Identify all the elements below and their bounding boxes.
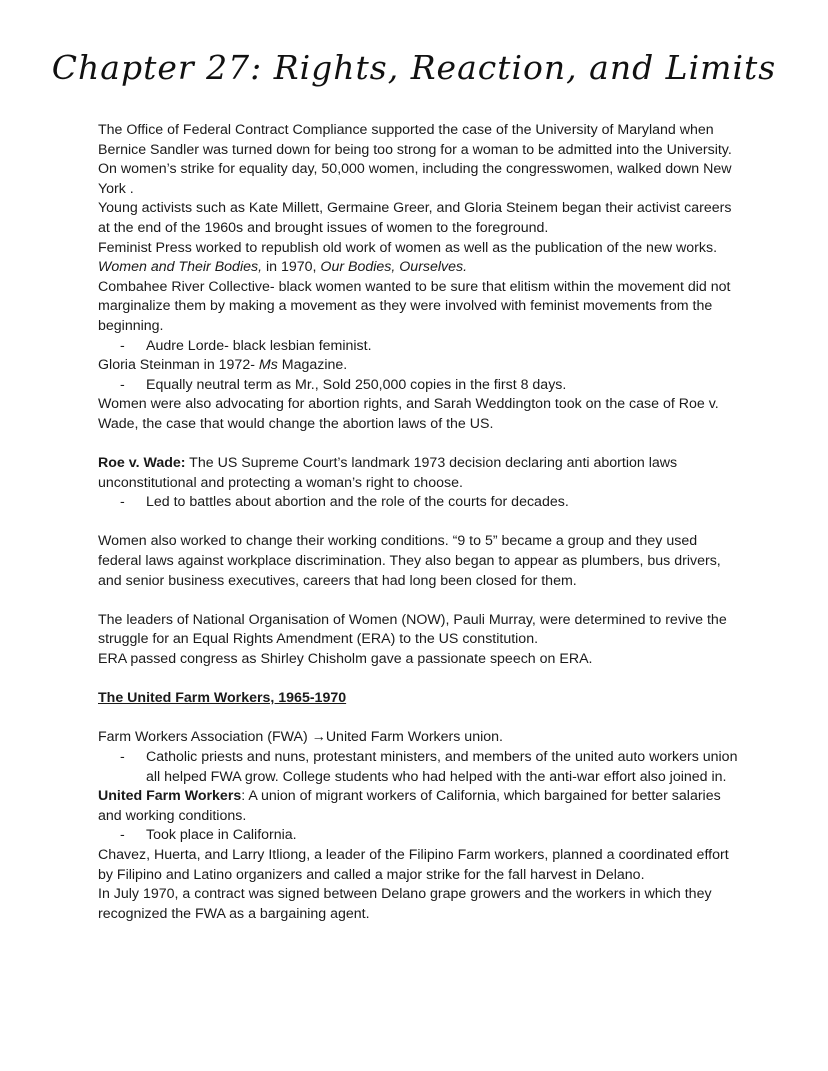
ufw-term: United Farm Workers [98,788,242,805]
paragraph-working-conditions: Women also worked to change their working conditions. “9 to 5” became a group and they used federal laws against workplace discrimination. They also began to appear as plumbers, bus drivers, and senior business executives, careers that had long been closed for them. [98,533,721,589]
spacer [98,513,738,533]
bullet-text: Led to battles about abortion and the role of the courts for decades. [146,494,569,511]
paragraph-combahee: Combahee River Collective- black women wanted to be sure that elitism within the movement did not marginalize them by making a movement as they were involved with feminist movements from the beginning. [98,278,731,334]
ufw-definition: : A union of migrant workers of California, which bargained for better salaries and working conditions. [98,788,721,824]
bullet-california [98,826,738,846]
section-heading-ufw: The United Farm Workers, 1965-1970 [98,690,347,707]
bullet-text: Audre Lorde- black lesbian feminist. [146,337,372,354]
paragraph-delano-strike: Chavez, Huerta, and Larry Itliong, a leader of the Filipino Farm workers, planned a coordinated effort by Filipino and Latino organizers and called a major strike for the fall harvest in Delano. [98,846,729,883]
bullet-fwa-growth [98,748,738,787]
spacer [98,435,738,455]
paragraph-roe-v-wade [98,454,738,493]
bullet-text: Took place in California. [146,827,297,844]
spacer [98,591,738,611]
ms-end: Magazine. [277,357,348,374]
spacer [98,709,738,729]
spacer [98,670,738,690]
book-title-1: Women and Their Bodies, [98,259,263,276]
bullet-dash: - [120,749,125,765]
book-title-2: Our Bodies, Ourselves. [320,259,468,276]
ms-text: Gloria Steinman in 1972- [98,357,259,374]
paragraph-fwa: Farm Workers Association (FWA) →United Farm Workers union. [98,729,503,746]
paragraph-ofcc: The Office of Federal Contract Compliance supported the case of the University of Maryland when Bernice Sandler was turned down for being too strong for a woman to be admitted into the University. On women’s strike for equality day, 50,000 women, including the congresswomen, walked down New York . [98,122,732,197]
paragraph-ufw-definition [98,787,738,826]
bullet-text: Equally neutral term as Mr., Sold 250,000 copies in the first 8 days. [146,376,567,393]
roe-definition: The US Supreme Court’s landmark 1973 decision declaring anti abortion laws unconstitutional and protecting a woman’s right to choose. [98,455,678,491]
paragraph-young-activists: Young activists such as Kate Millett, Germaine Greer, and Gloria Steinem began their activist careers at the end of the 1960s and brought issues of women to the foreground. [98,200,732,236]
feminist-press-mid: in 1970, [262,259,321,276]
ms-title: Ms [258,357,278,374]
bullet-dash: - [120,337,125,354]
bullet-ms-sales [98,376,738,396]
bullet-dash: - [120,494,125,511]
paragraph-ms-magazine [98,356,738,376]
document-body [98,121,738,924]
paragraph-now-leaders: The leaders of National Organisation of Women (NOW), Pauli Murray, were determined to revive the struggle for an Equal Rights Amendment (ERA) to the US constitution. [98,611,727,648]
bullet-dash: - [120,827,125,844]
paragraph-contract: In July 1970, a contract was signed between Delano grape growers and the workers in which they recognized the FWA as a bargaining agent. [98,886,712,922]
bullet-text: Catholic priests and nuns, protestant ministers, and members of the united auto workers union all helped FWA grow. College students who had helped with the anti-war effort also joined in. [146,749,738,785]
paragraph-era-passed: ERA passed congress as Shirley Chisholm gave a passionate speech on ERA. [98,651,593,668]
page-title: Chapter 27: Rights, Reaction, and Limits [51,48,777,87]
paragraph-feminist-press [98,239,738,278]
bullet-audre-lorde [98,337,738,357]
roe-term: Roe v. Wade: [98,455,186,472]
paragraph-abortion-rights: Women were also advocating for abortion rights, and Sarah Weddington took on the case of Roe v. Wade, the case that would change the abortion laws of the US. [98,396,719,432]
bullet-dash: - [120,376,125,393]
bullet-roe-battles [98,493,738,513]
feminist-press-text: Feminist Press worked to republish old work of women as well as the publication of the new works. [98,239,718,256]
